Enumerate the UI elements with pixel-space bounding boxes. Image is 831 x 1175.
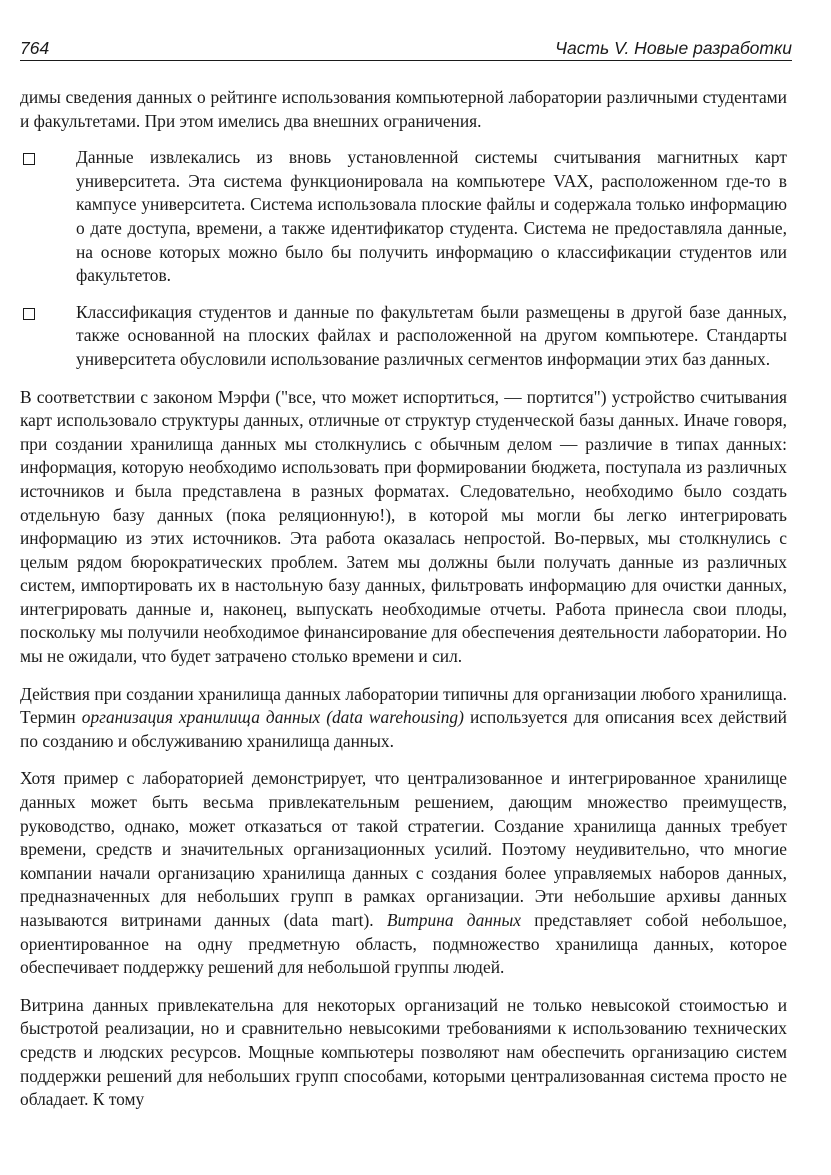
- page-body: [20, 86, 787, 1112]
- checkbox-square-icon: [23, 153, 35, 165]
- part-title: Часть V. Новые разработки: [555, 38, 792, 58]
- final-paragraph: Витрина данных привлекательна для некоторых организаций не только невысокой стоимостью и быстротой реализации, но и сравнительно невысокими требованиями к использованию технических средств и людских ресурсов. Мощные компьютеры позволяют нам обеспечить организацию систем поддержки решений для небольших групп способами, которыми централизованная система просто не обладает. К тому: [20, 994, 787, 1110]
- datamart-term: Витрина данных: [386, 910, 522, 930]
- bullet-text: Данные извлекались из вновь установленной системы считывания магнитных карт университета. Эта система функционировала на компьютере VAX, расположенном где-то в кампусе университета. Система использовала плоские файлы и содержала только информацию о дате доступа, времени, а также идентификатор студента. Система не предоставляла данные, на основе которых можно было бы получить информацию о классификации студентов или факультетов.: [76, 147, 787, 286]
- checkbox-square-icon: [23, 308, 35, 320]
- datamart-text-after: представляет собой небольшое, ориентированное на одну предметную область, подмножество хранилища данных, которое обеспечивает поддержку решений для небольшой группы людей.: [20, 910, 787, 978]
- running-header: [20, 34, 792, 61]
- warehousing-term: организация хранилища данных (data warehousing): [81, 707, 464, 728]
- murphy-paragraph: В соответствии с законом Мэрфи ("все, что может испортиться, — портится") устройство считывания карт использовало структуры данных, отличные от структур студенческой базы данных. Иначе говоря, при создании хранилища данных мы столкнулись с обычным делом — различие в типах данных: информация, которую необходимо использовать при формировании бюджета, поступала из различных источников и была представлена в разных форматах. Следовательно, необходимо было создать отдельную базу данных (пока реляционную!), в которой мы могли бы легко интегрировать информацию из этих источников. Эта работа оказалась непростой. Во-первых, мы столкнулись с целым рядом бюрократических проблем. Затем мы должны были получать данные из различных систем, импортировать их в настольную базу данных, фильтровать информацию для очистки данных, интегрировать данные и, наконец, выпускать необходимые отчеты. Работа принесла свои плоды, поскольку мы получили необходимое финансирование для обеспечения деятельности лаборатории. Но мы не ожидали, что будет затрачено столько времени и сил.: [20, 386, 787, 667]
- datamart-paragraph: [20, 767, 787, 979]
- intro-paragraph: димы сведения данных о рейтинге использования компьютерной лаборатории различными студентами и факультетами. При этом имелись два внешних ограничения.: [20, 87, 787, 131]
- bullet-item-card-system: [20, 146, 787, 288]
- bullet-text: Классификация студентов и данные по факультетам были размещены в другой базе данных, также основанной на плоских файлах и расположенной на другом компьютере. Стандарты университета обусловили использование различных сегментов информации этих баз данных.: [76, 301, 787, 369]
- bullet-item-classification: [20, 301, 787, 372]
- warehousing-text-after: используется для описания всех действий по созданию и обслуживанию хранилища данных.: [20, 707, 787, 751]
- datamart-text-before: Хотя пример с лабораторией демонстрирует, что централизованное и интегрированное хранилище данных может быть весьма привлекательным решением, дающим множество преимуществ, руководство, однако, может отказаться от такой стратегии. Создание хранилища данных требует времени, средств и значительных организационных усилий. Поэтому неудивительно, что многие компании начали организацию хранилища данных с создания более управляемых наборов данных, предназначенных для небольших групп в рамках организации. Эти небольшие архивы данных называются витринами данных (data mart).: [20, 768, 787, 930]
- page-number: 764: [20, 38, 50, 58]
- warehousing-paragraph: [20, 683, 787, 754]
- warehousing-text-before: Действия при создании хранилища данных лаборатории типичны для организации любого хранилища. Термин: [20, 683, 787, 728]
